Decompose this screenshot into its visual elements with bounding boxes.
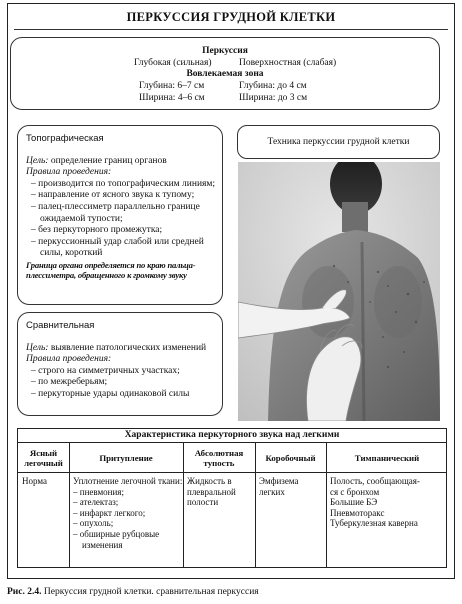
comparative-goal bbox=[26, 343, 216, 355]
photo-illustration bbox=[238, 162, 440, 421]
percussion-sound-table bbox=[17, 428, 447, 568]
comparative-rules-label: Правила проведения: bbox=[26, 354, 112, 365]
list-item: – направление от ясного звука к тупому; bbox=[31, 190, 195, 201]
table-cell-normal: Норма bbox=[22, 476, 47, 486]
list-item: – палец-плессиметр параллельно границе ожидаемой тупости; bbox=[31, 201, 200, 224]
goal-text: определение границ органов bbox=[48, 155, 167, 166]
table-cell-absolute-dullness: Жидкость в плевральной полости bbox=[187, 476, 236, 508]
topographic-box bbox=[17, 125, 223, 305]
column-header: Ясный легочный bbox=[24, 448, 63, 468]
list-item: – обширные рубцовые изменения bbox=[73, 528, 160, 550]
topographic-goal bbox=[26, 156, 216, 168]
list-item: Туберкулезная каверна bbox=[330, 518, 418, 529]
surface-width: Ширина: до 3 см bbox=[239, 93, 308, 103]
deep-percussion-label: Глубокая (сильная) bbox=[134, 58, 212, 68]
column-header: Абсолютная тупость bbox=[194, 448, 244, 468]
list-item: – инфаркт легкого; bbox=[73, 507, 146, 518]
list-item: – опухоль; bbox=[73, 518, 114, 529]
title-divider bbox=[14, 29, 448, 30]
list-item: ся с бронхом bbox=[330, 486, 380, 497]
caption-text: Перкуссия грудной клетки. сравнительная перкуссия bbox=[41, 587, 259, 597]
column-header: Тимпанический bbox=[354, 453, 420, 463]
list-item: – производится по топографическим линиям; bbox=[31, 178, 216, 189]
page-title: ПЕРКУССИЯ ГРУДНОЙ КЛЕТКИ bbox=[126, 10, 336, 24]
goal-label: Цель: bbox=[26, 342, 49, 353]
column-header: Коробочный bbox=[265, 453, 316, 463]
surface-depth: Глубина: до 4 см bbox=[239, 81, 307, 91]
list-item: – без перкуторного промежутка; bbox=[31, 225, 163, 236]
goal-label: Цель: bbox=[26, 155, 49, 166]
caption-label: Рис. 2.4. bbox=[7, 587, 42, 597]
comparative-box bbox=[17, 312, 223, 416]
table-cell-box-sound: Эмфизема легких bbox=[259, 476, 299, 497]
list-item: – перкуссионный удар слабой или средней силы, короткий bbox=[31, 236, 204, 259]
surface-percussion-label: Поверхностная (слабая) bbox=[239, 58, 337, 68]
percussion-types-box bbox=[10, 37, 440, 110]
technique-header: Техника перкуссии грудной клетки bbox=[267, 137, 410, 147]
deep-depth: Глубина: 6–7 см bbox=[139, 81, 205, 91]
list-item: – пневмония; bbox=[73, 486, 124, 497]
list-item: Полость, сообщающая- bbox=[330, 476, 420, 486]
deep-width: Ширина: 4–6 см bbox=[139, 93, 205, 103]
list-item: Большие БЭ bbox=[330, 497, 378, 508]
list-item: Пневмоторакс bbox=[330, 507, 385, 518]
column-header: Притупление bbox=[99, 453, 153, 463]
table-cell-dullness bbox=[69, 476, 183, 550]
list-item: – ателектаз; bbox=[73, 497, 119, 508]
zone-header: Вовлекаемая зона bbox=[186, 69, 264, 79]
technique-header-box bbox=[237, 125, 440, 159]
goal-text: выявление патологических изменений bbox=[48, 342, 207, 353]
list-item: – строго на симметричных участках; bbox=[31, 365, 180, 376]
table-cell-tympanic bbox=[326, 476, 448, 529]
back-percussion-photo bbox=[238, 162, 440, 421]
topographic-rules-label: Правила проведения: bbox=[26, 167, 112, 178]
topographic-emphasis: Граница органа определяется по краю пальца-плессиметра, обращенного к громкому звуку bbox=[26, 259, 196, 281]
table-title: Характеристика перкуторного звука над легкими bbox=[18, 429, 446, 443]
figure-caption bbox=[7, 587, 259, 597]
percussion-header: Перкуссия bbox=[202, 46, 248, 56]
topographic-header: Топографическая bbox=[26, 133, 104, 144]
list-item: – перкуторные удары одинаковой силы bbox=[31, 388, 190, 399]
comparative-header: Сравнительная bbox=[26, 320, 95, 331]
list-item: – по межреберьям; bbox=[31, 377, 108, 388]
dullness-header: Уплотнение легочной ткани: bbox=[73, 476, 183, 486]
